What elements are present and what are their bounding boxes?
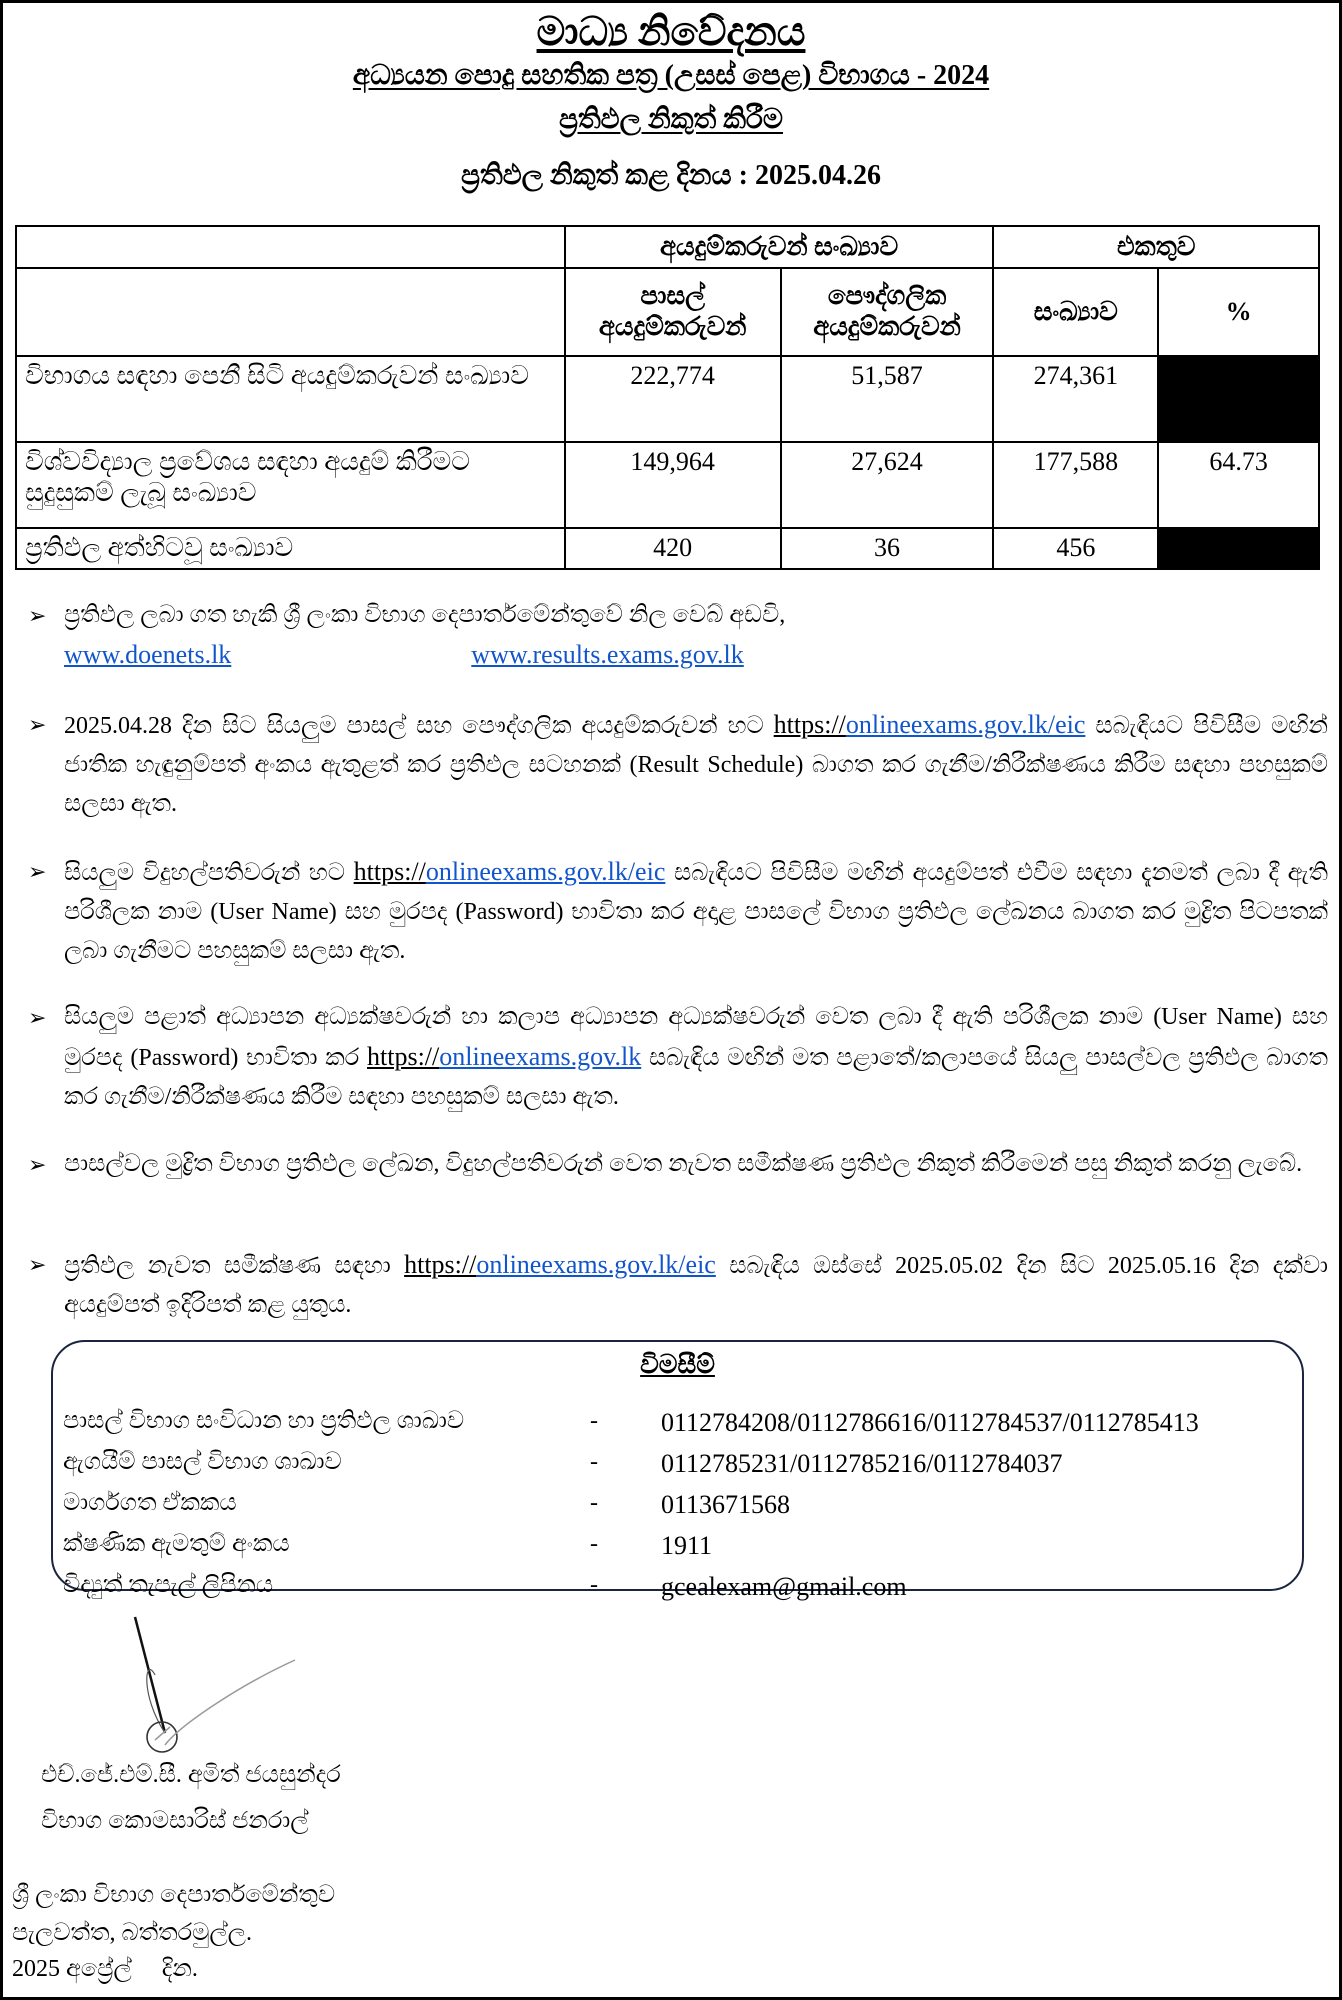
arrow-bullet-icon: ➢	[28, 712, 47, 737]
contact-label: පාසල් විභාග සංවිධාන හා ප්‍රතිඵල ශාඛාව	[63, 1408, 465, 1434]
link-text[interactable]: onlineexams.gov.lk	[439, 1042, 642, 1071]
bullet-text	[64, 998, 1328, 1117]
text-segment: සබැඳියට පිවිසීම මඟින් අයදුම්පත් එවීම සඳහා දැනමත් ලබා දී ඇති පරිශීලක නාම (User Name) සහ මුරපද (Password) භාවිතා කර අදාළ පාසලේ විභාග ප්‍රතිඵල ලේඛනය බාගත කර මුද්‍රිත පිටපතක් ලබා ගැනීමට පහසුකම් සලසා ඇත.	[64, 860, 1328, 964]
contact-separator: -	[590, 1449, 598, 1475]
row-label: විශ්වවිද්‍යාල ප්‍රවේශය සඳහා අයදුම් කිරීමට සුදුසුකම් ලැබූ සංඛ්‍යාව	[16, 442, 565, 528]
link[interactable]	[773, 710, 1086, 739]
row-label: විභාගය සඳහා පෙනී සිටි අයදුම්කරුවන් සංඛ්‍යාව	[16, 356, 565, 442]
link-text[interactable]: www.doenets.lk	[64, 640, 232, 669]
text-segment: සියලුම විදුහල්පතිවරුන් හට	[64, 860, 354, 886]
contact-label: විද්‍යුත් තැපැල් ලිපිනය	[63, 1572, 274, 1598]
arrow-bullet-icon: ➢	[28, 603, 47, 628]
contact-label: මාර්ගගත ඒකකය	[63, 1490, 237, 1516]
header-percent: %	[1158, 268, 1319, 356]
link-prefix[interactable]: https://	[773, 710, 846, 739]
empty-header-cell	[16, 268, 565, 356]
department-name: ශ්‍රී ලංකා විභාග දෙපාර්තමේන්තුව	[12, 1882, 336, 1908]
bullet-item	[28, 852, 1328, 971]
contact-value: 0113671568	[661, 1490, 791, 1519]
arrow-bullet-icon: ➢	[28, 1252, 47, 1277]
link-prefix[interactable]: https://	[353, 857, 426, 886]
bullet-item	[28, 1145, 1328, 1184]
total-value: 177,588	[993, 442, 1158, 528]
page-title: මාධ්‍ය නිවේදනය	[536, 9, 806, 54]
private-value: 27,624	[781, 442, 994, 528]
link-text[interactable]: onlineexams.gov.lk/eic	[845, 710, 1086, 739]
text-segment: සියලුම පළාත් අධ්‍යාපන අධ්‍යක්ෂවරුන් හා කලාප අධ්‍යාපන අධ්‍යක්ෂවරුන් වෙත ලබා දී ඇති පරිශීලක නාම (User Name) සහ මුරපද (Password) භාවිතා කර	[64, 1004, 1328, 1071]
bullet-item	[28, 998, 1328, 1117]
header-count: සංඛ්‍යාව	[993, 268, 1158, 356]
header-private-candidates: පෞද්ගලික අයදුම්කරුවන්	[781, 268, 994, 356]
text-segment: සබැඳිය ඔස්සේ 2025.05.02 දින සිට 2025.05.16 දින දක්වා අයදුම්පත් ඉදිරිපත් කළ යුතුය.	[64, 1253, 1328, 1318]
release-date: ප්‍රතිඵල නිකුත් කළ දිනය : 2025.04.26	[461, 160, 881, 191]
bullet-text	[64, 596, 1328, 676]
contact-separator: -	[590, 1531, 598, 1557]
bullet-item	[28, 705, 1328, 824]
link[interactable]	[367, 1042, 642, 1071]
contact-label: ඇගයීම් පාසල් විභාග ශාඛාව	[63, 1449, 342, 1475]
blacked-out-cell	[1158, 528, 1319, 569]
school-value: 420	[565, 528, 781, 569]
text-segment: ප්‍රතිඵල ලබා ගත හැකි ශ්‍රී ලංකා විභාග දෙපාර්තමේන්තුවේ නිල වෙබ් අඩවි,	[64, 602, 786, 628]
bullet-text	[64, 1145, 1328, 1184]
release-heading: ප්‍රතිඵල නිකුත් කිරීම	[558, 104, 783, 135]
link-text[interactable]: www.results.exams.gov.lk	[471, 640, 744, 669]
header-school-candidates: පාසල් අයදුම්කරුවන්	[565, 268, 781, 356]
text-segment: 2025.04.28 දින සිට සියලුම පාසල් සහ පෞද්ගලික අයදුම්කරුවන් හට	[64, 713, 774, 739]
contact-value: gcealexam@gmail.com	[661, 1572, 907, 1601]
signatory-name: එච්.ජේ.එම්.සී. අමිත් ජයසුන්දර	[41, 1762, 341, 1788]
link-text[interactable]: onlineexams.gov.lk/eic	[476, 1250, 716, 1279]
table-row	[16, 356, 1319, 442]
header-total: එකතුව	[993, 226, 1319, 268]
private-value: 51,587	[781, 356, 994, 442]
contact-label: ක්ෂණික ඇමතුම් අංකය	[63, 1531, 290, 1557]
text-segment: සබැඳිය මඟින් මත පළාතේ/කලාපයේ සියලු පාසල්වල ප්‍රතිඵල බාගත කර ගැනීම/නිරීක්ෂණය කිරීම සඳහා පහසුකම් සලසා ඇත.	[64, 1045, 1328, 1110]
inquiries-title: විමසීම්	[640, 1350, 715, 1379]
issue-date: 2025 අප්‍රේල් දින.	[12, 1956, 198, 1982]
link[interactable]	[64, 640, 232, 669]
total-value: 456	[993, 528, 1158, 569]
contact-value: 0112785231/0112785216/0112784037	[661, 1449, 1063, 1478]
bullet-item	[28, 1245, 1328, 1325]
link[interactable]	[471, 640, 744, 669]
table-row	[16, 442, 1319, 528]
contact-value: 1911	[661, 1531, 713, 1560]
bullet-item	[28, 596, 1328, 676]
contact-separator: -	[590, 1572, 598, 1598]
empty-header-cell	[16, 226, 565, 268]
arrow-bullet-icon: ➢	[28, 1152, 47, 1177]
exam-title: අධ්‍යයන පොදු සහතික පත්‍ර (උසස් පෙළ) විභාගය - 2024	[352, 60, 990, 91]
contact-separator: -	[590, 1408, 598, 1434]
percent-value: 64.73	[1158, 442, 1319, 528]
header-candidates: අයදුම්කරුවන් සංඛ්‍යාව	[565, 226, 994, 268]
link[interactable]	[353, 857, 666, 886]
table-row	[16, 528, 1319, 569]
inquiries-box	[51, 1340, 1304, 1601]
school-value: 222,774	[565, 356, 781, 442]
text-segment: සබැඳියට පිවිසීම මඟින් ජාතික හැඳුනුම්පත් අංකය ඇතුළත් කර ප්‍රතිඵල සටහනක් (Result Schedule) බාගත කර ගැනීම/නිරීක්ෂණය කිරීම සඳහා පහසුකම් සලසා ඇත.	[64, 713, 1328, 817]
department-address: පැලවත්ත, බත්තරමුල්ල.	[12, 1920, 252, 1946]
link-prefix[interactable]: https://	[404, 1250, 477, 1279]
bullet-text	[64, 852, 1328, 971]
private-value: 36	[781, 528, 994, 569]
arrow-bullet-icon: ➢	[28, 859, 47, 884]
total-value: 274,361	[993, 356, 1158, 442]
signatory-title: විභාග කොමසාරිස් ජනරාල්	[41, 1808, 309, 1834]
row-label: ප්‍රතිඵල අත්හිටවූ සංඛ්‍යාව	[16, 528, 565, 569]
school-value: 149,964	[565, 442, 781, 528]
link-prefix[interactable]: https://	[367, 1042, 440, 1071]
contact-value: 0112784208/0112786616/0112784537/0112785413	[661, 1408, 1199, 1437]
bullet-text	[64, 1245, 1328, 1325]
bullet-text	[64, 705, 1328, 824]
link-text[interactable]: onlineexams.gov.lk/eic	[425, 857, 666, 886]
signature-image	[120, 1615, 400, 1765]
results-summary-table	[15, 225, 1320, 570]
blacked-out-cell	[1158, 356, 1319, 442]
arrow-bullet-icon: ➢	[28, 1005, 47, 1030]
text-segment: ප්‍රතිඵල නැවත සමීක්ෂණ සඳහා	[64, 1253, 405, 1279]
text-segment: පාසල්වල මුද්‍රිත විභාග ප්‍රතිඵල ලේඛන, විදුහල්පතිවරුන් වෙත නැවත සමීක්ෂණ ප්‍රතිඵල නිකුත් කිරීමෙන් පසු නිකුත් කරනු ලැබේ.	[64, 1151, 1303, 1177]
link[interactable]	[404, 1250, 716, 1279]
contact-separator: -	[590, 1490, 598, 1516]
